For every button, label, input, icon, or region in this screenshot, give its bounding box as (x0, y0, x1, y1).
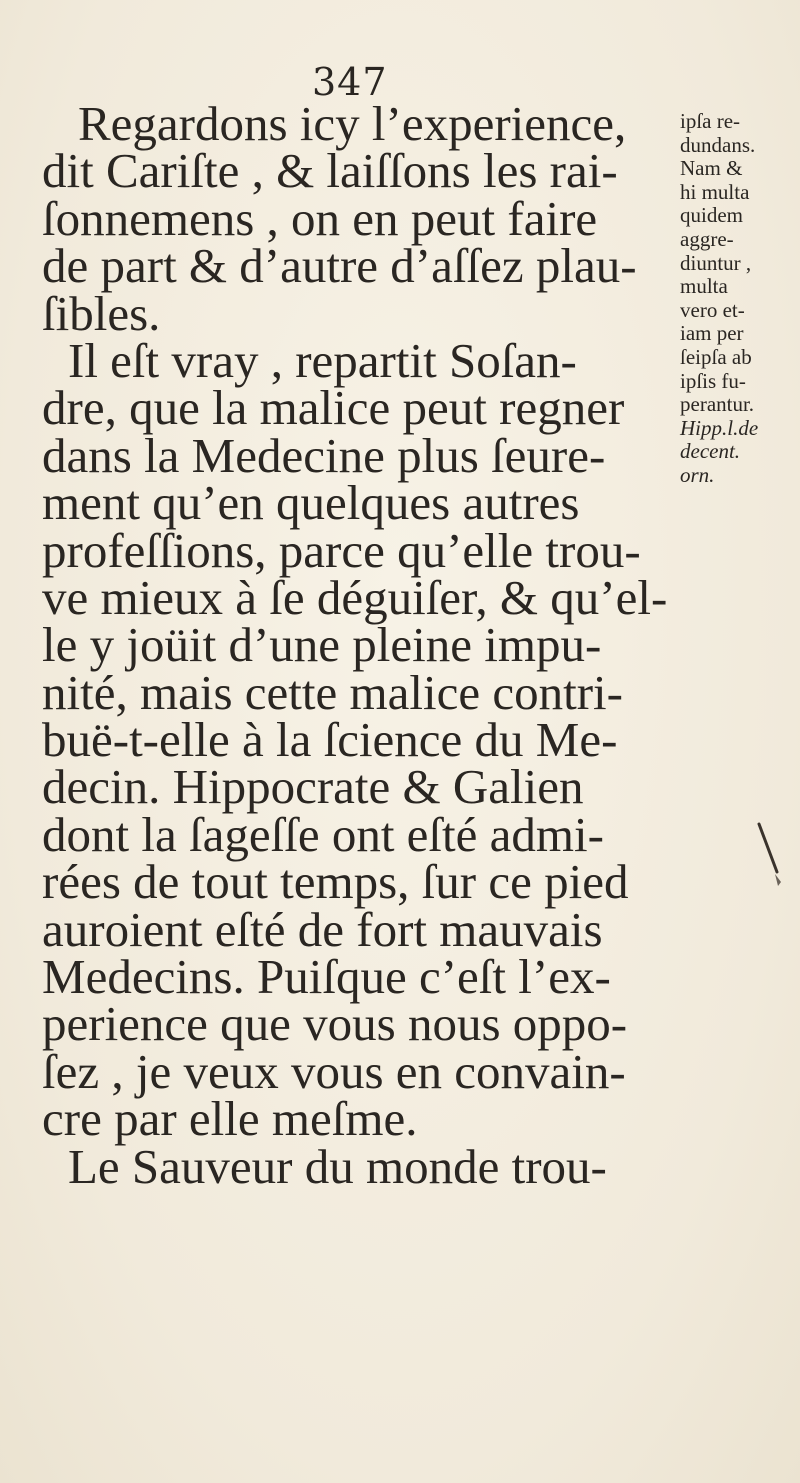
margin-note-line: dundans. (680, 132, 756, 157)
text-line: de part & d’autre d’aſſez plau- (42, 238, 637, 294)
margin-note-line: vero et- (680, 297, 745, 322)
margin-note-line: Hipp.l.de (680, 415, 759, 440)
text-line: ſez , je veux vous en convain- (42, 1043, 626, 1099)
text-line: dit Cariſte , & laiſſons les rai- (42, 143, 618, 199)
text-line: auroient eſté de fort mauvais (42, 901, 603, 957)
text-line: Regardons icy l’experience, (78, 96, 627, 151)
text-line: decin. Hippocrate & Galien (42, 759, 584, 815)
text-line: rées de tout temps, ſur ce pied (42, 854, 629, 910)
text-line: cre par elle meſme. (42, 1091, 418, 1147)
margin-note-line: perantur. (680, 392, 755, 417)
text-line: buë-t-elle à la ſcience du Me- (42, 712, 618, 768)
text-line: Il eſt vray , repartit Soſan- (68, 332, 577, 388)
margin-note-line: orn. (680, 462, 715, 487)
text-line: profeſſions, parce qu’elle trou- (42, 522, 641, 578)
text-line: Le Sauveur du monde trou- (68, 1138, 607, 1194)
margin-note-line: diuntur , (680, 250, 752, 275)
text-line: dans la Medecine plus ſeure- (42, 427, 606, 483)
text-line: Medecins. Puiſque c’eſt l’ex- (42, 949, 611, 1005)
text-line: le y joüit d’une pleine impu- (42, 617, 602, 673)
margin-note-line: ipſis fu- (680, 368, 746, 393)
text-line: ſibles. (42, 285, 161, 341)
margin-note-line: Nam & (680, 156, 743, 181)
margin-note-line: iam per (680, 321, 744, 346)
margin-note-line: decent. (680, 439, 741, 464)
text-line: dre, que la malice peut regner (42, 380, 625, 436)
text-line: perience que vous nous oppo- (42, 996, 628, 1052)
text-line: nité, mais cette malice contri- (42, 664, 623, 720)
margin-note-line: ſeipſa ab (680, 344, 752, 369)
text-line: dont la ſageſſe ont eſté admi- (42, 806, 604, 862)
margin-note-line: aggre- (680, 226, 734, 251)
margin-notes (680, 110, 798, 488)
margin-note-line: multa (680, 274, 728, 299)
text-line: ſonnemens , on en peut faire (42, 190, 598, 246)
margin-note-line: quidem (680, 203, 743, 228)
text-line: ve mieux à ſe déguiſer, & qu’el- (42, 569, 668, 625)
ink-mark-icon (755, 822, 795, 900)
page-number: 347 (312, 60, 388, 104)
main-text (42, 96, 668, 1194)
text-line: ment qu’en quelques autres (42, 475, 580, 531)
margin-note-line: hi multa (680, 179, 750, 204)
margin-note-line: ipſa re- (680, 109, 741, 133)
